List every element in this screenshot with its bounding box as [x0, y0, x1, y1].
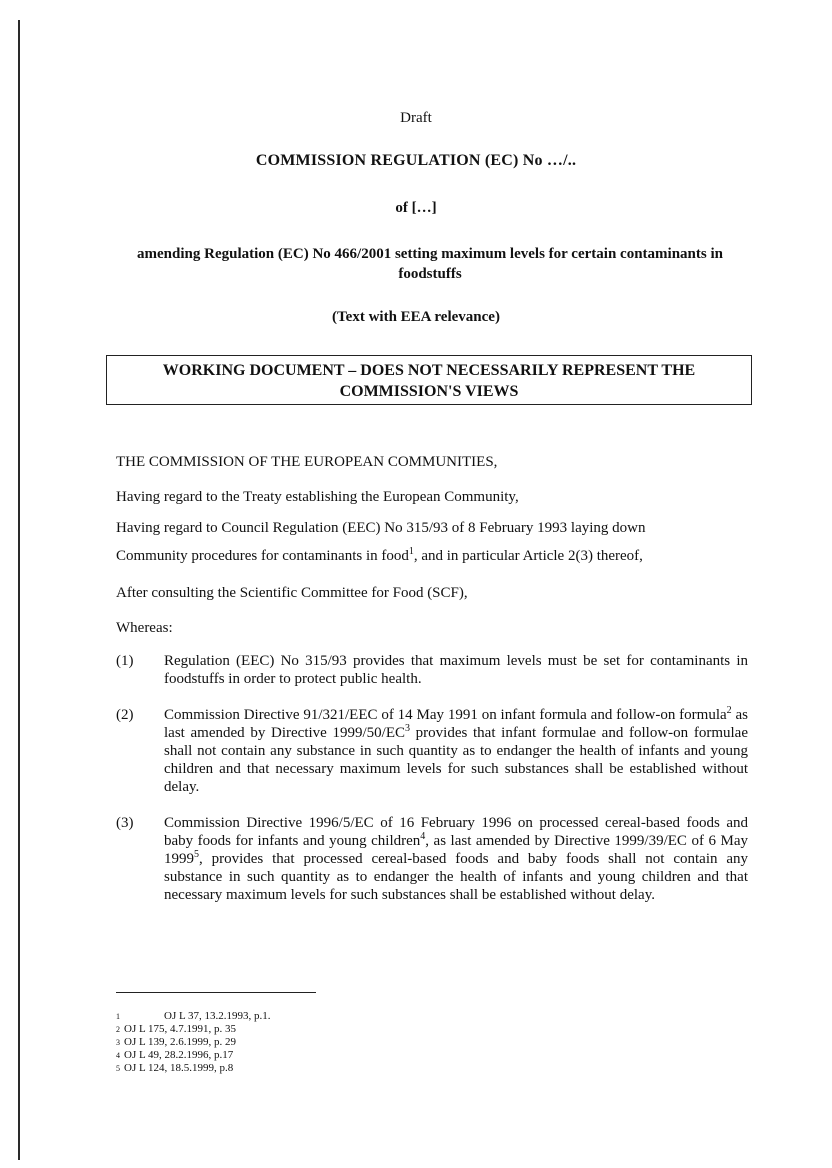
- eea-relevance: (Text with EEA relevance): [332, 309, 500, 325]
- footnote-text: OJ L 49, 28.2.1996, p.17: [124, 1049, 234, 1061]
- footnote-5: [116, 1062, 516, 1075]
- recital-text-part: Commission Directive 91/321/EEC of 14 May 1991 on infant formula and follow-on formula: [164, 707, 727, 723]
- footnote-ref-4[interactable]: 4: [420, 831, 426, 842]
- recital-text-part: , as last amended by Directive 1999/39/EC of 6 May 1999: [164, 833, 749, 867]
- footnote-text: OJ L 175, 4.7.1991, p. 35: [124, 1023, 237, 1035]
- recital-text-part: , provides that processed cereal-based foods and baby foods shall not contain any substance in such quantity as to endanger the health of infants and young children and that necessary maximum levels for such substances shall be established without delay.: [164, 851, 748, 903]
- footnote-ref-5[interactable]: 5: [194, 849, 199, 860]
- recitals-list: [116, 652, 748, 922]
- draft-label: Draft: [400, 110, 432, 126]
- regulation-title: COMMISSION REGULATION (EC) No …/..: [255, 152, 577, 169]
- footnote-2: [116, 1023, 516, 1036]
- footnote-text: OJ L 139, 2.6.1999, p. 29: [124, 1036, 237, 1048]
- footnote-1: [116, 1010, 516, 1023]
- preamble-consulting: After consulting the Scientific Committee for Food (SCF),: [116, 585, 468, 601]
- recital-3: [116, 814, 748, 904]
- preamble-council-line2: [116, 546, 643, 566]
- footnote-divider: [116, 992, 316, 993]
- recital-text-part: Commission Directive 1996/5/EC of 16 February 1996 on processed cereal-based foods and baby foods for infants and young children: [164, 815, 748, 849]
- recital-number: (3): [116, 815, 134, 831]
- footnote-mark: 4: [116, 1051, 120, 1060]
- working-document-notice: WORKING DOCUMENT – DOES NOT NECESSARILY REPRESENT THE COMMISSION'S VIEWS: [106, 355, 752, 405]
- footnote-3: [116, 1036, 516, 1049]
- recital-number: (2): [116, 707, 134, 723]
- recital-1: [116, 652, 748, 688]
- preamble-council-line1: Having regard to Council Regulation (EEC) No 315/93 of 8 February 1993 laying down: [116, 520, 646, 536]
- footnote-ref-3[interactable]: 3: [405, 723, 410, 734]
- recital-text: [164, 706, 748, 796]
- footnote-text: OJ L 37, 13.2.1993, p.1.: [164, 1010, 271, 1022]
- footnote-mark: 5: [116, 1064, 120, 1073]
- footnote-ref-2[interactable]: 2: [726, 705, 732, 716]
- footnote-mark: 2: [116, 1025, 120, 1034]
- council-text-b: , and in particular Article 2(3) thereof,: [413, 548, 643, 564]
- preamble-treaty: Having regard to the Treaty establishing the European Community,: [116, 489, 519, 505]
- footnotes: [116, 1010, 516, 1075]
- recital-2: [116, 706, 748, 796]
- recital-text: Regulation (EEC) No 315/93 provides that maximum levels must be set for contaminants in foodstuffs in order to protect public health.: [164, 653, 748, 687]
- recital-text-part: provides that infant formulae and follow-on formulae shall not contain any substance in such quantity as to endanger the health of infants and young children and that necessary maximum levels for such substances shall be established without delay.: [164, 725, 748, 795]
- preamble-whereas: Whereas:: [116, 620, 173, 636]
- council-text-a: Community procedures for contaminants in food: [116, 548, 409, 564]
- recital-text: [164, 814, 748, 904]
- footnote-ref-1[interactable]: 1: [408, 546, 414, 557]
- preamble-authority: THE COMMISSION OF THE EUROPEAN COMMUNITIES,: [116, 454, 498, 470]
- footnote-mark: 1: [116, 1012, 120, 1021]
- footnote-text: OJ L 124, 18.5.1999, p.8: [124, 1062, 234, 1074]
- regulation-subject: amending Regulation (EC) No 466/2001 setting maximum levels for certain contaminants in foodstuffs: [137, 246, 723, 282]
- date-line: of […]: [395, 200, 437, 216]
- footnote-mark: 3: [116, 1038, 120, 1047]
- footnote-4: [116, 1049, 516, 1062]
- recital-number: (1): [116, 653, 134, 669]
- recital-text-part: as last amended by Directive 1999/50/EC: [164, 707, 749, 741]
